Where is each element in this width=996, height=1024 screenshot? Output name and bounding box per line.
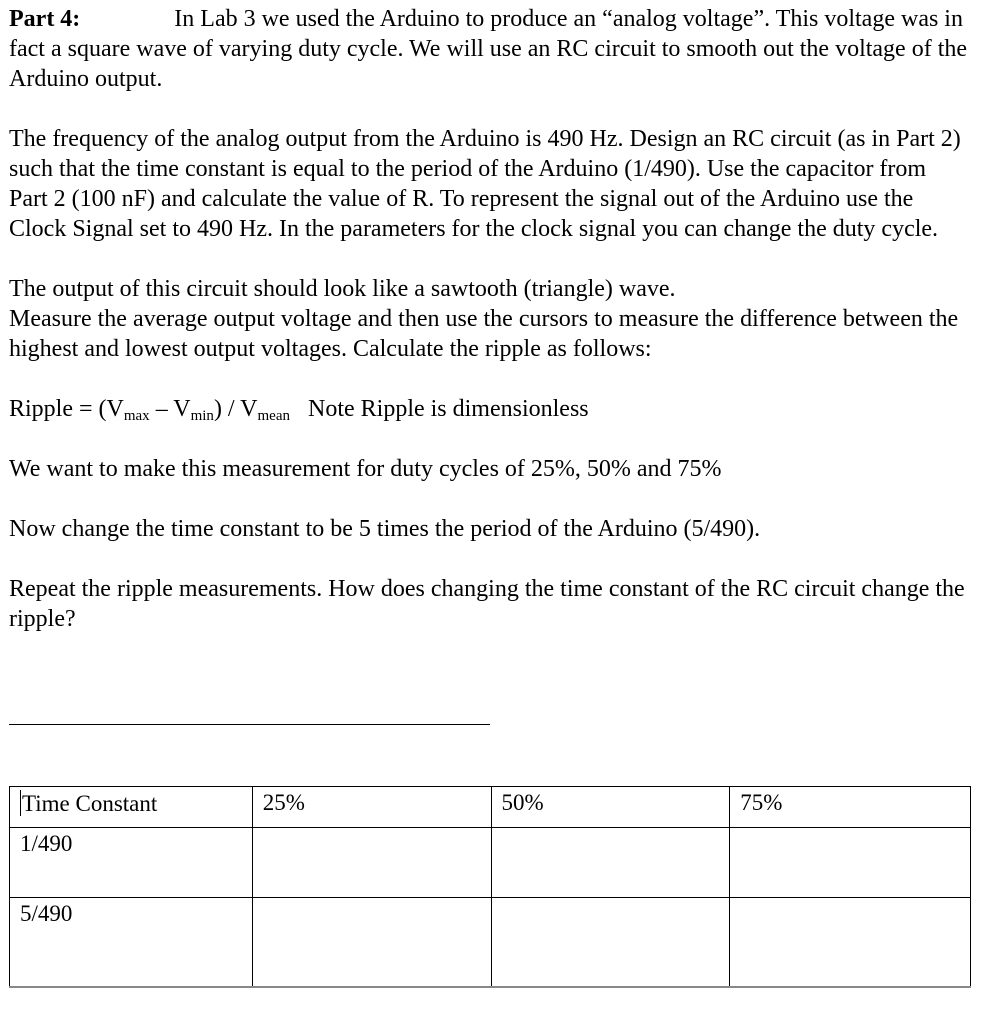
ripple-cell-75[interactable] — [730, 828, 971, 898]
header-cell-75[interactable]: 75% — [730, 787, 971, 828]
header-cell-25[interactable]: 25% — [252, 787, 491, 828]
document-body — [9, 4, 969, 634]
ripple-cell-50[interactable] — [491, 898, 730, 988]
row-label-cell[interactable]: 1/490 — [10, 828, 253, 898]
ripple-cell-25[interactable] — [252, 828, 491, 898]
design-paragraph: The frequency of the analog output from the Arduino is 490 Hz. Design an RC circuit (as in Part 2) such that the time constant is equal to the period of the Arduino (1/490). Use the capacitor from Part 2 (100 nF) and calculate the value of R. To represent the signal out of the Arduino use the Clock Signal set to 490 Hz. In the parameters for the clock signal you can change the duty cycle. — [9, 126, 961, 242]
ripple-table — [9, 786, 971, 988]
output-line-2: Measure the average output voltage and then use the cursors to measure the difference between the highest and lowest output voltages. Calculate the ripple as follows: — [9, 306, 959, 362]
ripple-formula: Ripple = $(V_{max} - V_{min}) / V_{mean}$ Note Ripple is dimensionless — [9, 396, 589, 424]
formula-note: Note Ripple is dimensionless — [307, 396, 589, 422]
part-heading: Part 4: — [9, 6, 81, 32]
ripple-cell-50[interactable] — [491, 828, 730, 898]
table-row — [10, 898, 971, 988]
row-label-cell[interactable]: 5/490 — [10, 898, 253, 988]
intro-first-line: In Lab 3 we used the Arduino to produce an “analog voltage”. This — [174, 6, 819, 32]
intro-rest: voltage was in fact a square wave of varying duty cycle. We will use an RC circuit to smooth out the voltage of the Arduino output. — [9, 6, 968, 92]
time-constant-paragraph: Now change the time constant to be 5 times the period of the Arduino (5/490). — [9, 516, 761, 542]
ripple-cell-75[interactable] — [730, 898, 971, 988]
output-paragraph — [9, 274, 969, 364]
ripple-cell-25[interactable] — [252, 898, 491, 988]
duty-cycle-paragraph: We want to make this measurement for duty cycles of 25%, 50% and 75% — [9, 456, 722, 482]
horizontal-rule — [9, 724, 490, 725]
header-cell-50[interactable]: 50% — [491, 787, 730, 828]
table-row — [10, 828, 971, 898]
header-cell-time-constant[interactable]: Time Constant — [10, 787, 253, 828]
text-caret — [20, 790, 21, 816]
repeat-question-paragraph: Repeat the ripple measurements. How does changing the time constant of the RC circuit change the ripple? — [9, 576, 965, 632]
output-line-1: The output of this circuit should look like a sawtooth (triangle) wave. — [9, 276, 676, 302]
table-header-row — [10, 787, 971, 828]
intro-paragraph — [9, 4, 969, 94]
